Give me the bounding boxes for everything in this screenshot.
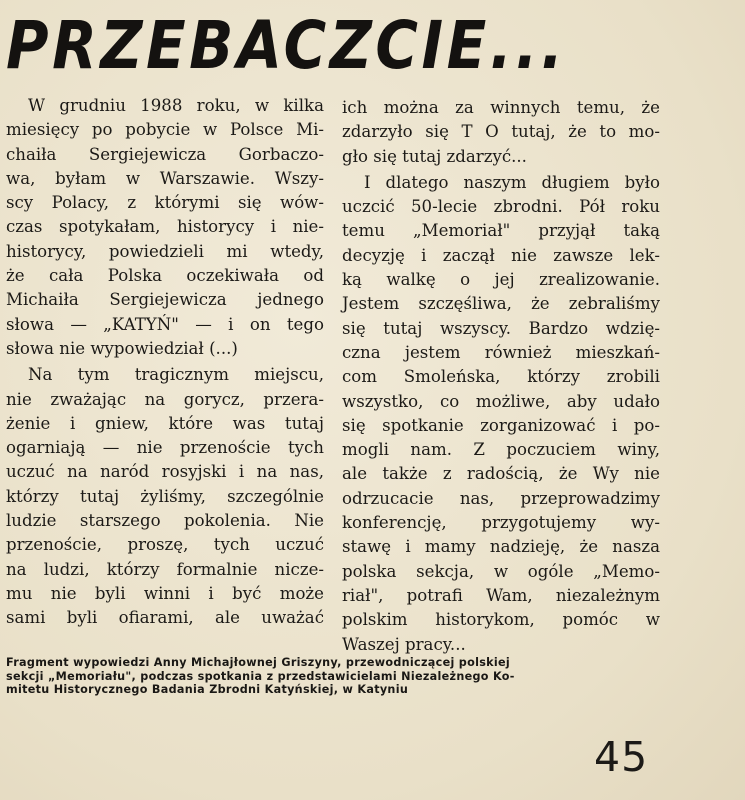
text-line: historycy, powiedzieli mi wtedy, [6,241,324,261]
text-line: że cała Polska oczekiwała od [6,266,324,286]
paragraph [342,171,660,657]
text-line: odrzucacie nas, przeprowadzimy [342,488,660,508]
text-line: I dlatego naszym długiem było [364,172,660,192]
text-line: ką walkę o jej zrealizowanie. [342,270,660,290]
text-line: zdarzyło się T O tutaj, że to mo- [342,122,660,142]
caption-line: Fragment wypowiedzi Anny Michajłownej Griszyny, przewodniczącej polskiej [6,656,511,669]
text-line: W grudniu 1988 roku, w kilka [28,96,324,115]
text-line: słowa — „KATYŃ" — i on tego [6,314,324,334]
caption-line: sekcji „Memoriału", podczas spotkania z przedstawicielami Niezależnego Ko- [6,669,515,683]
text-line: temu „Memoriał" przyjął taką [342,221,660,241]
right-column [342,96,660,657]
text-line: się spotkanie zorganizować i po- [342,415,660,435]
paragraph [342,96,660,169]
text-line: scy Polacy, z którymi się wów- [6,193,324,213]
text-line: nie zważając na gorycz, przera- [6,389,324,409]
text-line: com Smoleńska, którzy zrobili [342,367,660,387]
text-line: miesięcy po pobycie w Polsce Mi- [6,120,324,140]
text-line: czna jestem również mieszkań- [342,342,660,362]
text-line: riał", potrafi Wam, niezależnym [342,585,660,605]
text-line: chaiła Sergiejewicza Gorbaczo- [6,144,324,164]
text-line: czas spotykałam, historycy i nie- [6,217,324,237]
text-line: polskim historykom, pomóc w [342,610,660,630]
text-line: stawę i mamy nadzieję, że nasza [342,537,660,557]
text-line: konferencję, przygotujemy wy- [342,513,660,533]
paragraph [6,363,324,630]
text-line: uczuć na naród rosyjski i na nas, [6,462,324,482]
left-column [6,94,324,631]
text-line: ogarniają — nie przenoście tych [6,438,324,458]
text-line: Waszej pracy... [342,634,466,654]
page-number: 45 [594,733,649,781]
text-line: słowa nie wypowiedział (...) [6,338,238,358]
text-line: mu nie byli winni i być może [6,583,324,603]
text-line: sami byli ofiarami, ale uważać [6,608,324,628]
photo-caption [6,656,686,697]
article-title: PRZEBACZCIE... [6,7,567,84]
text-line: mogli nam. Z poczuciem winy, [342,440,660,460]
text-line: się tutaj wszyscy. Bardzo wdzię- [342,318,660,338]
text-line: decyzję i zaczął nie zawsze lek- [342,245,660,265]
text-line: żenie i gniew, które was tutaj [6,413,324,433]
caption-line: mitetu Historycznego Badania Zbrodni Katyńskiej, w Katyniu [6,683,409,696]
text-line: gło się tutaj zdarzyć... [342,146,527,166]
text-line: polska sekcja, w ogóle „Memo- [342,561,660,581]
text-line: ale także z radością, że Wy nie [342,464,660,484]
text-line: uczcić 50-lecie zbrodni. Pół roku [342,197,660,217]
text-line: Michaiła Sergiejewicza jednego [6,290,324,310]
text-line: ludzie starszego pokolenia. Nie [6,511,324,531]
text-line: Na tym tragicznym miejscu, [28,365,324,385]
text-line: ich można za winnych temu, że [342,98,660,117]
paragraph [6,94,324,361]
text-line: wszystko, co możliwe, aby udało [342,391,660,411]
text-line: na ludzi, którzy formalnie nicze- [6,559,324,579]
text-line: przenoście, proszę, tych uczuć [6,535,324,555]
text-line: którzy tutaj żyliśmy, szczególnie [6,486,324,506]
text-line: Jestem szczęśliwa, że zebraliśmy [342,294,660,314]
text-line: wa, byłam w Warszawie. Wszy- [6,168,324,188]
